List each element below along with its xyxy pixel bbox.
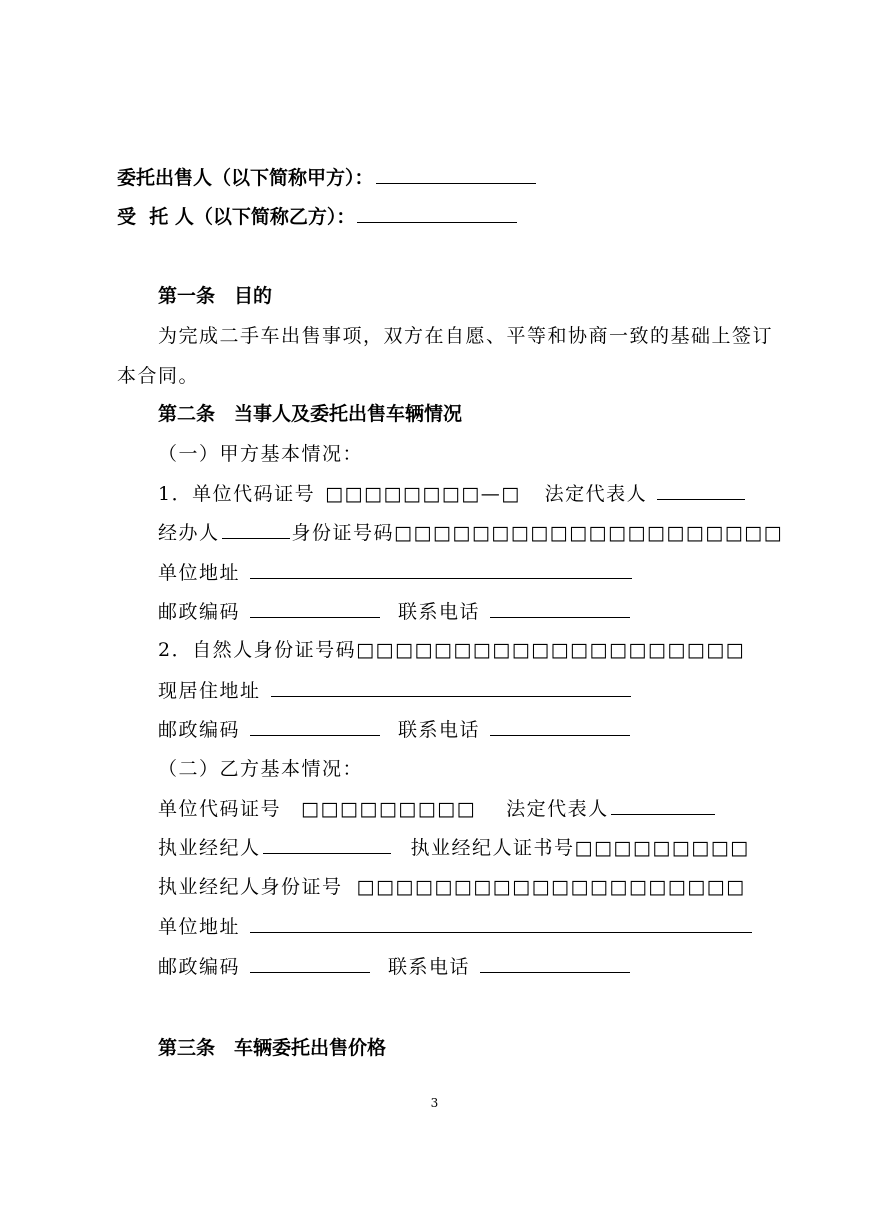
article1-body-line1: 为完成二手车出售事项，双方在自愿、平等和协商一致的基础上签订 [158,325,774,347]
person-id-label: 2．自然人身份证号码 [158,639,357,661]
seller-blank[interactable] [376,165,536,184]
party-b-broker-line [158,835,750,859]
party-a-heading: （一）甲方基本情况： [158,443,364,465]
person-id-boxes[interactable]: □□□□□□□□□□□□□□□□□□□□ [356,639,746,661]
broker-id-boxes[interactable]: □□□□□□□□□□□□□□□□□□□□ [356,876,746,898]
broker-cert-boxes[interactable]: □□□□□□□□□ [574,837,750,859]
party-b-org-code-line [158,796,717,820]
party-b-heading: （二）乙方基本情况： [158,758,364,780]
b-address-label: 单位地址 [158,916,241,938]
address-blank[interactable] [250,560,632,579]
party-a-contact2-line [158,717,632,741]
b-postcode-label: 邮政编码 [158,956,241,978]
handler-blank[interactable] [222,520,290,539]
party-a-org-code-line [158,481,747,505]
phone2-label: 联系电话 [398,719,481,741]
page-number: 3 [430,1096,439,1110]
party-a-handler-line [158,520,783,544]
b-phone-blank[interactable] [480,954,630,973]
b-phone-label: 联系电话 [388,956,471,978]
party-a-person-id-line [158,638,745,662]
b-address-blank[interactable] [250,914,752,933]
seller-label: 委托出售人（以下简称甲方）： [117,167,374,189]
phone2-blank[interactable] [490,717,630,736]
agent-label: 受 托 人（以下简称乙方）： [117,206,356,228]
seller-line [117,165,538,189]
broker-label: 执业经纪人 [158,837,261,859]
party-b-contact-line [158,954,632,978]
broker-cert-label: 执业经纪人证书号 [410,837,575,859]
id-label: 身份证号码 [291,522,395,544]
b-legal-rep-blank[interactable] [611,796,715,815]
postcode2-label: 邮政编码 [158,719,241,741]
article2-heading: 第二条 当事人及委托出售车辆情况 [158,403,463,425]
postcode-blank[interactable] [250,599,380,618]
article3-heading: 第三条 车辆委托出售价格 [158,1037,387,1059]
org-code-label: 1．单位代码证号 [158,483,316,505]
article1-body-line2: 本合同。 [117,365,200,387]
party-b-address-line [158,914,754,938]
id-boxes[interactable]: □□□□□□□□□□□□□□□□□□□□ [394,522,784,544]
legal-rep-label: 法定代表人 [544,483,648,505]
broker-id-label: 执业经纪人身份证号 [158,876,343,898]
party-b-broker-id-line [158,875,746,899]
postcode2-blank[interactable] [250,717,380,736]
address-label: 单位地址 [158,562,241,584]
legal-rep-blank[interactable] [657,481,745,500]
postcode-label: 邮政编码 [158,601,241,623]
agent-blank[interactable] [357,204,517,223]
residence-blank[interactable] [271,678,631,697]
residence-label: 现居住地址 [158,680,261,702]
b-org-code-boxes[interactable]: □□□□□□□□□ [301,798,477,820]
party-a-address-line [158,560,634,584]
org-code-boxes[interactable]: □□□□□□□□—□ [325,483,521,505]
handler-label: 经办人 [158,522,220,544]
broker-blank[interactable] [263,835,391,854]
agent-line [117,204,519,228]
b-legal-rep-label: 法定代表人 [506,798,609,820]
party-a-contact-line [158,599,632,623]
party-a-residence-line [158,678,633,702]
article1-heading: 第一条 目的 [158,285,273,307]
b-postcode-blank[interactable] [250,954,370,973]
phone-label: 联系电话 [398,601,481,623]
b-org-code-label: 单位代码证号 [158,798,282,820]
phone-blank[interactable] [490,599,630,618]
